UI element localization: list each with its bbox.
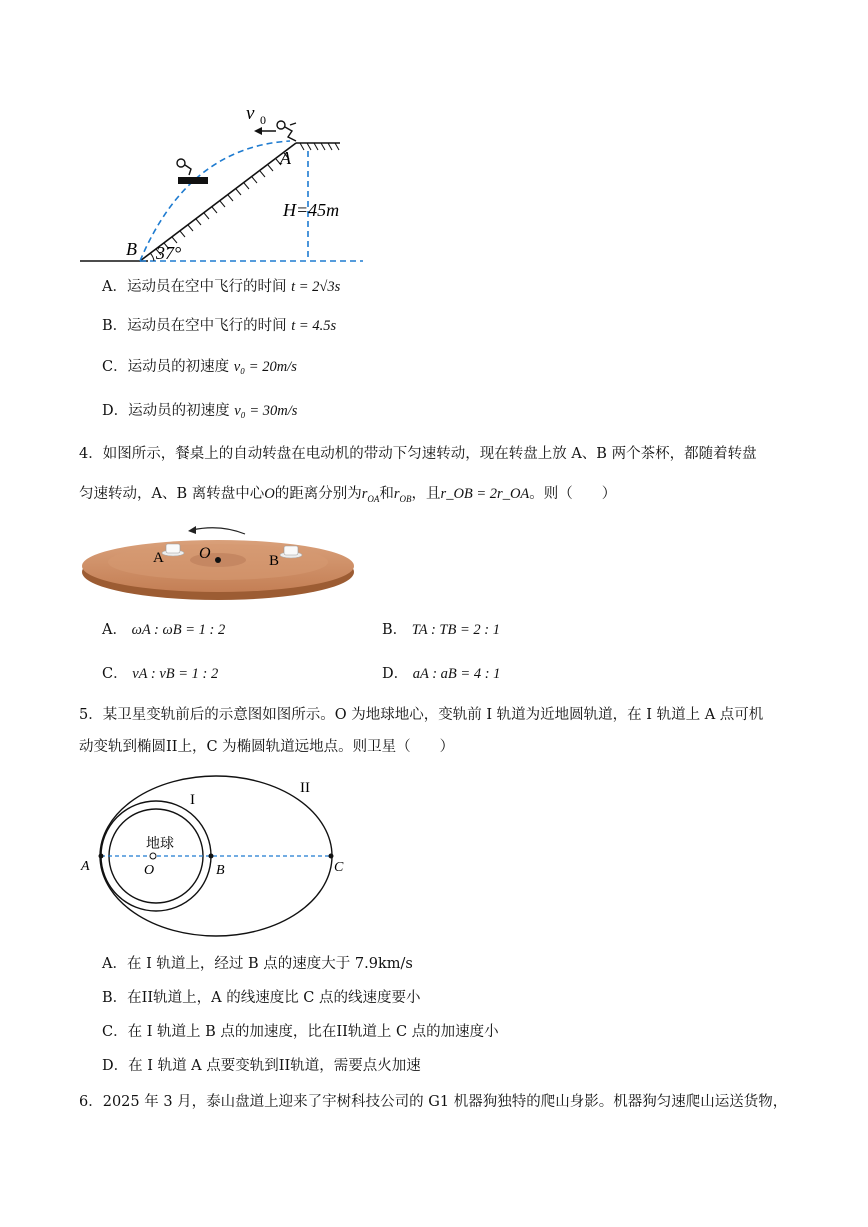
q4-stem-line1: 4．如图所示，餐桌上的自动转盘在电动机的带动下匀速转动，现在转盘上放 A、B 两个茶杯，都随着转盘: [79, 446, 757, 462]
q3-option-d: [102, 401, 297, 421]
q5-stem-line1: 5．某卫星变轨前后的示意图如图所示。O 为地球地心，变轨前 I 轨道为近地圆轨道，在 I 轨道上 A 点可机: [79, 707, 764, 723]
option-label: D．: [382, 666, 409, 682]
earth-label: 地球: [146, 837, 174, 852]
option-label: D．运动员的初速度: [102, 403, 230, 419]
angle-label: 37°: [156, 243, 182, 263]
q5-option-a: A．在 I 轨道上，经过 B 点的速度大于 7.9km/s: [102, 956, 413, 972]
point-a-label: A: [81, 859, 90, 874]
q4-text: 和: [379, 486, 394, 502]
cup-a-label: A: [153, 550, 164, 566]
q6-stem-line1: 6．2025 年 3 月，泰山盘道上迎来了宇树科技公司的 G1 机器狗独特的爬山身影。机器狗匀速爬山运送货物，: [79, 1094, 788, 1110]
point-a-label: A: [280, 148, 291, 168]
q3-option-c: [102, 357, 297, 377]
option-math: v₀ = 20m/s: [233, 359, 297, 375]
q4-text: 的距离分别为: [274, 486, 362, 502]
q3-option-b: [102, 316, 336, 336]
option-label: C．: [102, 666, 128, 682]
option-math: ωA : ωB = 1 : 2: [131, 622, 226, 638]
q4-r-oa-sub: OA: [367, 493, 380, 504]
option-label: B．: [382, 622, 408, 638]
q4-option-c: [102, 664, 218, 684]
ski-slope-figure: [78, 95, 368, 270]
orbit-ii-label: II: [300, 780, 310, 796]
option-math: t = 4.5s: [291, 318, 337, 334]
cup-b-label: B: [269, 553, 280, 569]
option-math: TA : TB = 2 : 1: [411, 622, 500, 638]
q4-center-o: O: [264, 486, 275, 502]
orbit-figure: [76, 772, 356, 944]
q4-text: ，且: [411, 486, 441, 502]
q5-option-c: C．在 I 轨道上 B 点的加速度，比在II轨道上 C 点的加速度小: [102, 1024, 499, 1040]
q4-relation: r_OB = 2r_OA: [440, 486, 530, 502]
q4-r-oa: r: [361, 486, 368, 502]
option-math: t = 2√3s: [291, 279, 341, 295]
point-c-label: C: [334, 860, 344, 875]
option-label: B．运动员在空中飞行的时间: [102, 318, 287, 334]
q4-option-b: [382, 620, 500, 640]
q4-option-d: [382, 664, 500, 684]
q4-r-ob: r: [393, 486, 400, 502]
q4-r-ob-sub: OB: [399, 493, 412, 504]
center-o-label: O: [199, 545, 211, 562]
option-label: C．运动员的初速度: [102, 359, 230, 375]
point-b-label: B: [216, 863, 225, 878]
option-math: aA : aB = 4 : 1: [412, 666, 501, 682]
orbit-i-label: I: [190, 792, 195, 808]
turntable-figure: [80, 522, 360, 612]
q4-text: 匀速转动，A、B 离转盘中心: [79, 486, 265, 502]
v0-subscript: 0: [260, 113, 266, 127]
option-math: vA : vB = 1 : 2: [132, 666, 219, 682]
option-label: A．: [102, 622, 127, 638]
option-math: v₀ = 30m/s: [234, 403, 298, 419]
option-label: A．运动员在空中飞行的时间: [102, 279, 287, 295]
q5-option-d: D．在 I 轨道 A 点要变轨到II轨道，需要点火加速: [102, 1058, 421, 1074]
q4-stem-line2: [79, 484, 616, 509]
v0-label: v: [246, 103, 255, 124]
q5-stem-line2: 动变轨到椭圆II上，C 为椭圆轨道远地点。则卫星（ ）: [79, 739, 455, 755]
q5-option-b: B．在II轨道上，A 的线速度比 C 点的线速度要小: [102, 990, 421, 1006]
q4-text: 。则（ ）: [529, 486, 617, 502]
height-label: H=45m: [283, 200, 340, 220]
center-o-label: O: [144, 863, 155, 878]
point-b-label: B: [126, 239, 137, 259]
q4-option-a: [102, 620, 225, 640]
q3-option-a: [102, 277, 340, 297]
